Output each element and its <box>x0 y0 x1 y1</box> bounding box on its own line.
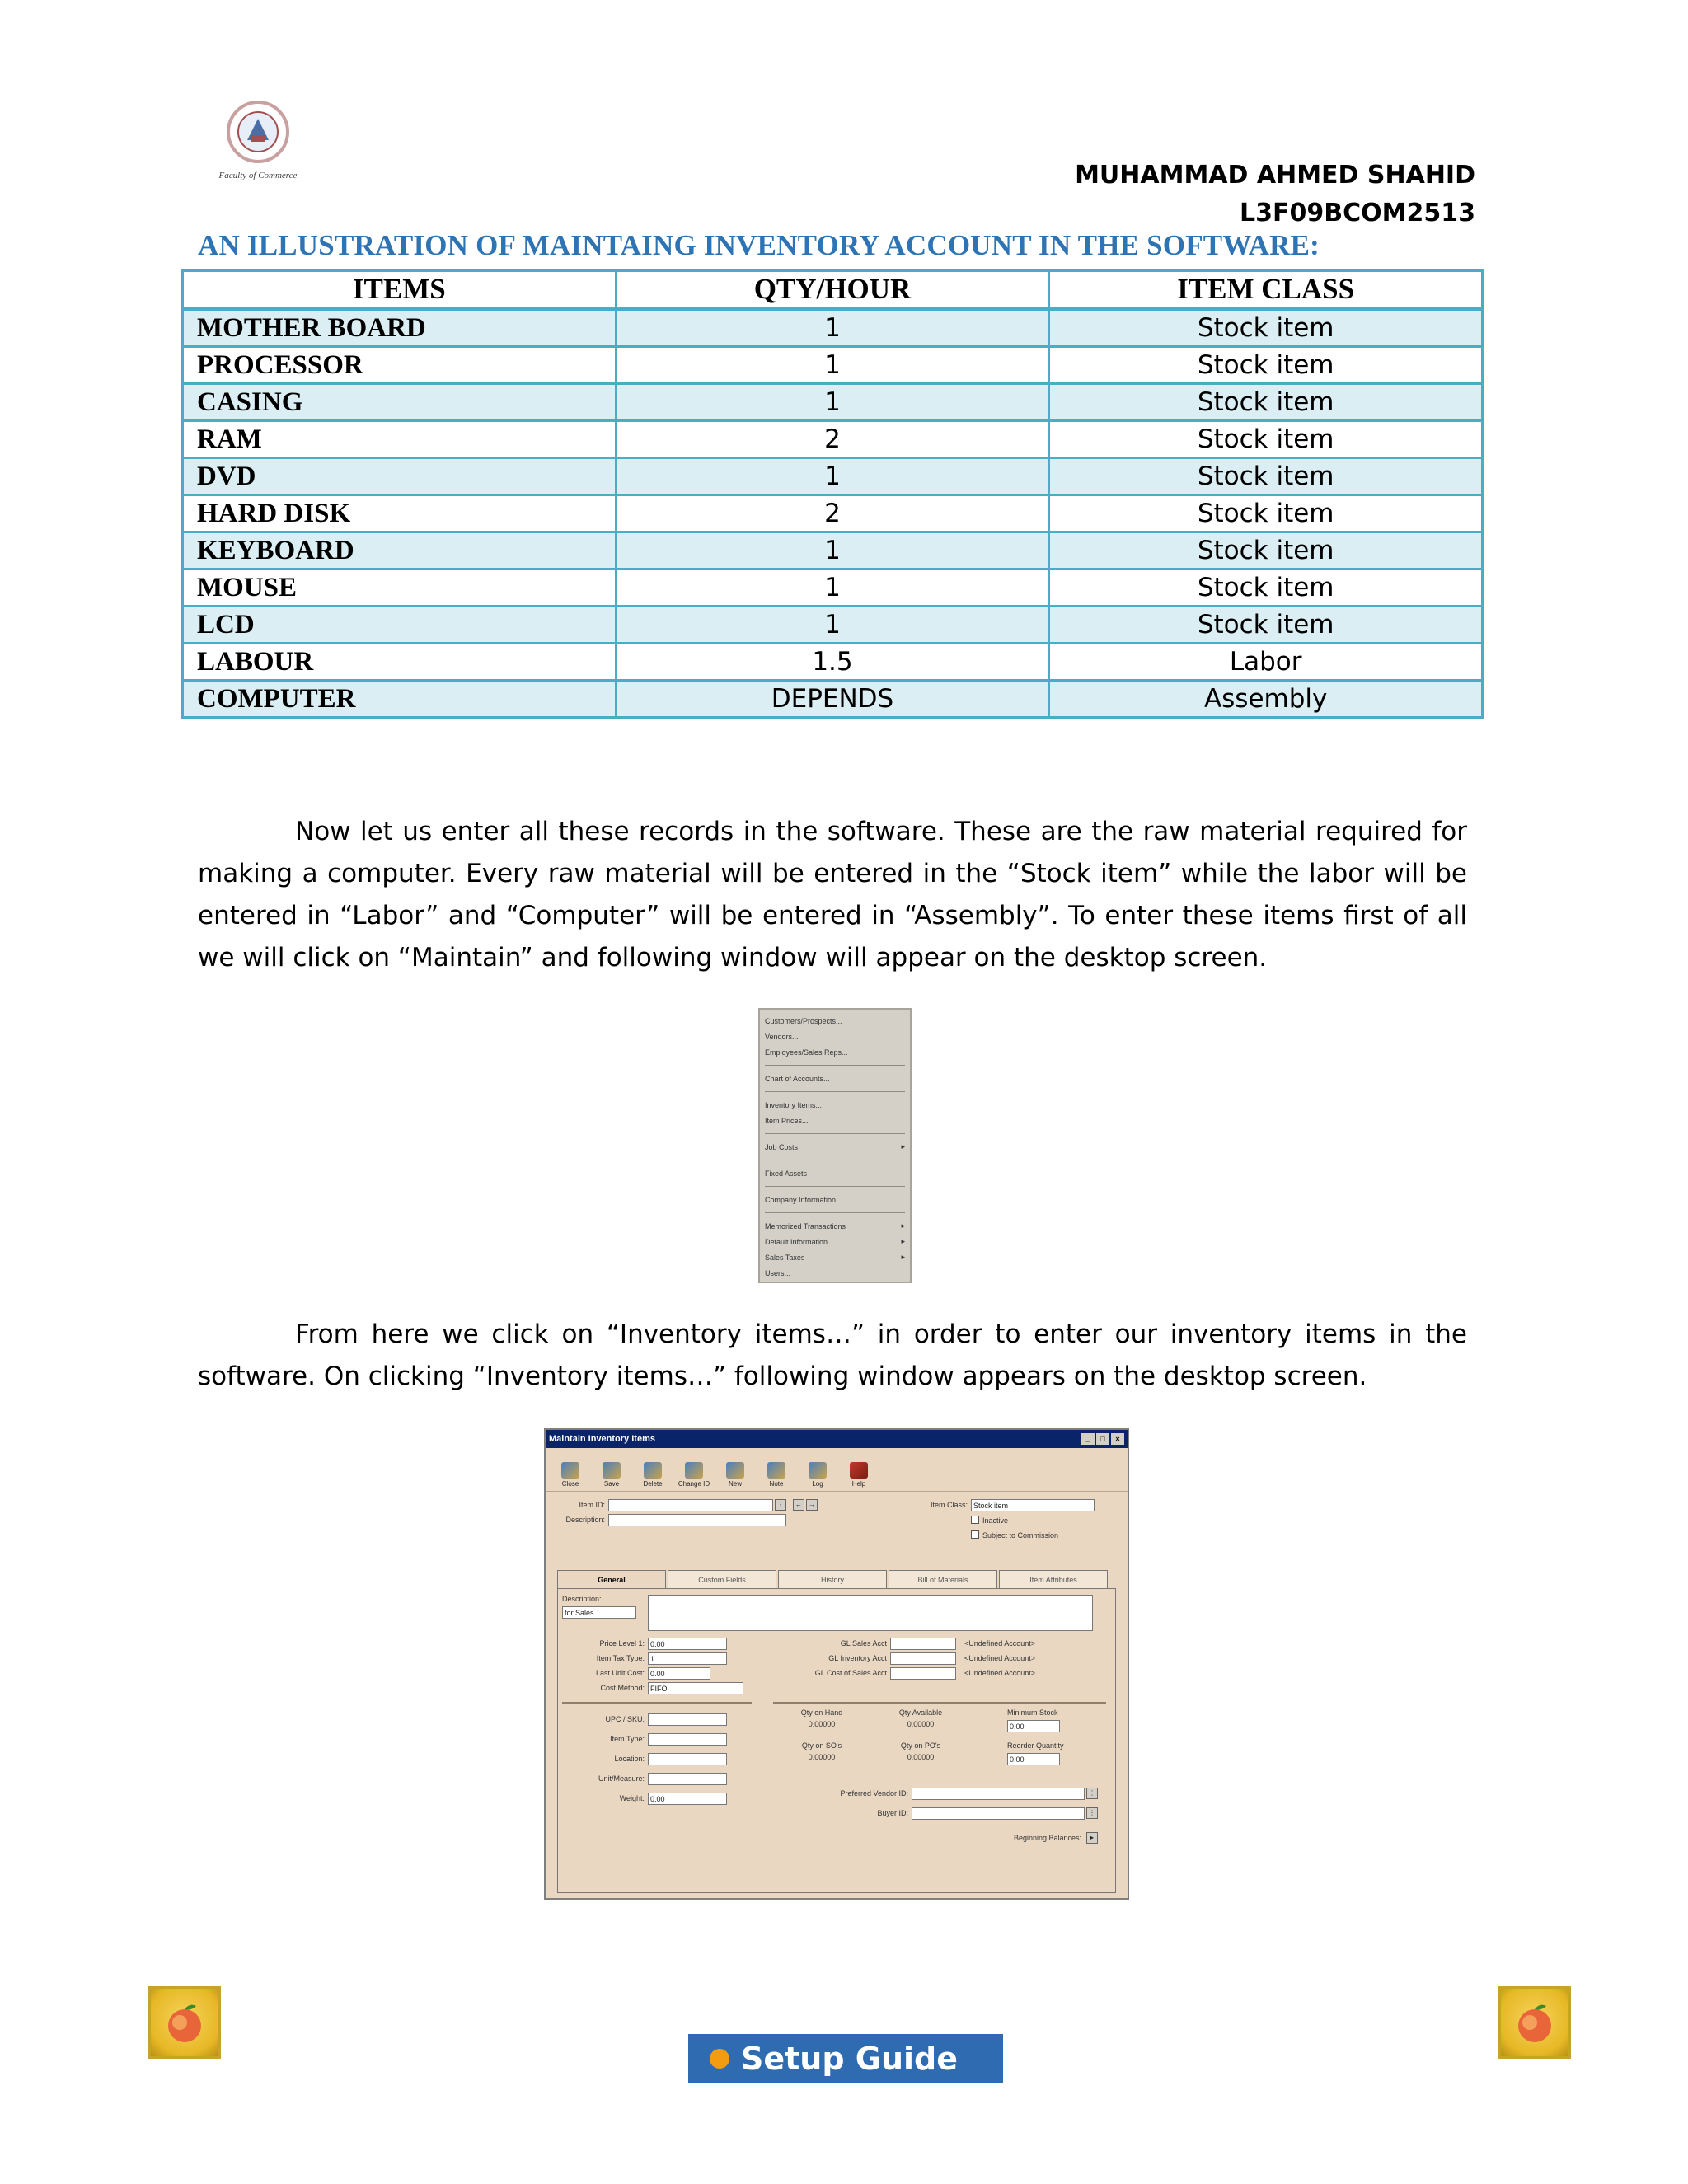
paragraph-intro: Now let us enter all these records in the software. These are the raw material required for making a computer. Every raw material will be entered in the “Stock item” while the labor will be entered in “Labor” and “Computer” will be entered in “Assembly”. To enter these items first of all we will click on “Maintain” and following window will appear on the desktop screen. <box>198 817 1467 972</box>
qty-available-label: Qty Available <box>898 1708 943 1717</box>
help-button: Help <box>842 1462 875 1488</box>
item-class: Stock item <box>1049 384 1483 421</box>
orange-dot-icon <box>710 2049 729 2069</box>
tax-type-field: 1 <box>648 1652 727 1665</box>
item-qty: 1 <box>616 384 1049 421</box>
gl-sales-undefined: <Undefined Account> <box>964 1639 1036 1647</box>
table-header-row <box>183 271 1483 309</box>
item-qty: 1 <box>616 532 1049 569</box>
upc-field <box>648 1713 727 1726</box>
author-block <box>1075 157 1475 232</box>
item-class: Stock item <box>1049 569 1483 607</box>
item-name: KEYBOARD <box>183 532 617 569</box>
next-record-icon: → <box>806 1499 818 1511</box>
item-qty: 1 <box>616 569 1049 607</box>
submenu-arrow-icon: ▸ <box>901 1221 905 1230</box>
beginning-balances-icon: ▸ <box>1086 1832 1098 1844</box>
university-seal-icon <box>196 92 320 190</box>
gl-cost-undefined: <Undefined Account> <box>964 1669 1036 1677</box>
upc-label: UPC / SKU: <box>605 1715 645 1723</box>
vendor-lookup-icon: ⋮ <box>1086 1788 1098 1799</box>
setup-guide-banner <box>688 2034 1003 2083</box>
log-icon <box>809 1462 827 1479</box>
min-stock-field: 0.00 <box>1007 1720 1060 1732</box>
close-button: Close <box>554 1462 587 1488</box>
table-row <box>183 644 1483 681</box>
unit-field <box>648 1773 727 1785</box>
menu-separator <box>765 1133 905 1134</box>
peach-fruit-icon <box>148 1986 221 2059</box>
sales-description-field <box>648 1595 1093 1631</box>
save-icon <box>603 1462 621 1479</box>
weight-field: 0.00 <box>648 1793 727 1805</box>
table-row <box>183 495 1483 532</box>
close-door-icon <box>561 1462 579 1479</box>
menu-item: Default Information ▸ <box>765 1237 905 1246</box>
gl-sales-field <box>890 1638 956 1650</box>
peach-fruit-icon <box>1498 1986 1571 2059</box>
item-name: LCD <box>183 607 617 644</box>
window-tabs <box>557 1570 1108 1589</box>
table-row <box>183 384 1483 421</box>
help-icon <box>850 1462 868 1479</box>
menu-item: Vendors... <box>765 1032 799 1041</box>
last-cost-field: 0.00 <box>648 1667 710 1680</box>
note-icon <box>767 1462 785 1479</box>
item-class: Stock item <box>1049 532 1483 569</box>
note-button: Note <box>760 1462 793 1488</box>
menu-item: Employees/Sales Reps... <box>765 1047 848 1057</box>
menu-item: Memorized Transactions ▸ <box>765 1221 905 1230</box>
item-class: Stock item <box>1049 347 1483 384</box>
setup-guide-label: Setup Guide <box>741 2041 959 2077</box>
item-name: CASING <box>183 384 617 421</box>
window-title: Maintain Inventory Items <box>549 1434 655 1444</box>
tab-bill-of-materials: Bill of Materials <box>889 1570 997 1589</box>
last-cost-label: Last Unit Cost: <box>595 1669 645 1677</box>
desc-label: Description: <box>562 1595 602 1603</box>
window-toolbar <box>546 1448 1128 1492</box>
tab-custom-fields: Custom Fields <box>668 1570 776 1589</box>
menu-item: Sales Taxes ▸ <box>765 1253 905 1262</box>
divider <box>562 1702 752 1704</box>
location-field <box>648 1753 727 1765</box>
maintain-menu-screenshot <box>758 1008 912 1283</box>
description-field <box>608 1514 786 1526</box>
item-class: Assembly <box>1049 681 1483 718</box>
delete-icon <box>644 1462 662 1479</box>
qty-po-value: 0.00000 <box>907 1753 935 1761</box>
item-id-field <box>608 1499 773 1511</box>
qty-available-value: 0.00000 <box>907 1720 935 1728</box>
cost-method-select: FIFO <box>648 1682 743 1694</box>
price-level-label: Price Level 1: <box>599 1639 645 1647</box>
header-items: ITEMS <box>183 271 617 309</box>
author-id: L3F09BCOM2513 <box>1240 199 1475 227</box>
item-type-field <box>648 1733 727 1746</box>
lookup-icon: ⋮ <box>775 1499 786 1511</box>
delete-button: Delete <box>636 1462 669 1488</box>
cost-method-label: Cost Method: <box>600 1684 645 1692</box>
gl-inventory-label: GL Inventory Acct <box>828 1654 887 1662</box>
paragraph-inventory: From here we click on “Inventory items…” in order to enter our inventory items in the software. On clicking “Inventory items…” following window appears on the desktop screen. <box>198 1319 1467 1391</box>
table-row <box>183 532 1483 569</box>
item-name: HARD DISK <box>183 495 617 532</box>
submenu-arrow-icon: ▸ <box>901 1142 905 1151</box>
item-name: LABOUR <box>183 644 617 681</box>
submenu-arrow-icon: ▸ <box>901 1253 905 1261</box>
table-row <box>183 681 1483 718</box>
item-class-label: Item Class: <box>930 1501 968 1509</box>
gl-cost-label: GL Cost of Sales Acct <box>814 1669 887 1677</box>
tab-item-attributes: Item Attributes <box>999 1570 1108 1589</box>
item-class: Labor <box>1049 644 1483 681</box>
buyer-field <box>912 1807 1085 1820</box>
log-button: Log <box>801 1462 834 1488</box>
vendor-label: Preferred Vendor ID: <box>840 1789 908 1797</box>
maximize-icon: □ <box>1096 1433 1109 1445</box>
table-row <box>183 458 1483 495</box>
prev-record-icon: ← <box>793 1499 804 1511</box>
item-name: PROCESSOR <box>183 347 617 384</box>
item-class: Stock item <box>1049 458 1483 495</box>
buyer-lookup-icon: ⋮ <box>1086 1807 1098 1819</box>
weight-label: Weight: <box>619 1794 645 1802</box>
price-level-field: 0.00 <box>648 1638 727 1650</box>
reorder-label: Reorder Quantity <box>1007 1741 1064 1750</box>
qty-so-label: Qty on SO's <box>801 1741 842 1750</box>
menu-separator <box>765 1065 905 1066</box>
new-icon <box>726 1462 744 1479</box>
item-class: Stock item <box>1049 309 1483 347</box>
item-class: Stock item <box>1049 607 1483 644</box>
change-id-icon <box>685 1462 703 1479</box>
menu-item: Users... <box>765 1268 791 1277</box>
svg-text:Faculty of Commerce: Faculty of Commerce <box>218 171 298 180</box>
qty-hand-label: Qty on Hand <box>800 1708 843 1717</box>
divider <box>773 1702 1106 1704</box>
item-name: RAM <box>183 421 617 458</box>
tab-general: General <box>557 1570 666 1589</box>
menu-item: Item Prices... <box>765 1116 809 1125</box>
table-row <box>183 309 1483 347</box>
item-qty: 1 <box>616 347 1049 384</box>
item-class: Stock item <box>1049 421 1483 458</box>
header-item-class: ITEM CLASS <box>1049 271 1483 309</box>
menu-item-inventory: Inventory Items... <box>765 1100 823 1109</box>
window-titlebar <box>546 1430 1128 1448</box>
item-name: MOUSE <box>183 569 617 607</box>
save-button: Save <box>595 1462 628 1488</box>
table-row <box>183 607 1483 644</box>
item-qty: 1 <box>616 309 1049 347</box>
menu-item: Chart of Accounts... <box>765 1074 830 1083</box>
close-icon: × <box>1111 1433 1124 1445</box>
desc-type-select: for Sales <box>562 1606 636 1619</box>
item-name: DVD <box>183 458 617 495</box>
location-label: Location: <box>614 1755 645 1763</box>
min-stock-label: Minimum Stock <box>1007 1708 1058 1717</box>
unit-label: Unit/Measure: <box>598 1774 645 1783</box>
qty-po-label: Qty on PO's <box>900 1741 941 1750</box>
item-class: Stock item <box>1049 495 1483 532</box>
item-name: COMPUTER <box>183 681 617 718</box>
qty-so-value: 0.00000 <box>808 1753 836 1761</box>
submenu-arrow-icon: ▸ <box>901 1237 905 1245</box>
author-name: MUHAMMAD AHMED SHAHID <box>1075 161 1475 190</box>
description-label: Description: <box>565 1516 605 1524</box>
minimize-icon: _ <box>1081 1433 1095 1445</box>
menu-separator <box>765 1212 905 1213</box>
reorder-field: 0.00 <box>1007 1753 1060 1765</box>
table-row <box>183 569 1483 607</box>
menu-item: Customers/Prospects... <box>765 1016 842 1025</box>
tax-type-label: Item Tax Type: <box>596 1654 645 1662</box>
item-qty: DEPENDS <box>616 681 1049 718</box>
item-qty: 1.5 <box>616 644 1049 681</box>
menu-item: Company Information... <box>765 1195 842 1204</box>
item-id-label: Item ID: <box>579 1501 605 1509</box>
menu-item: Job Costs ▸ <box>765 1142 905 1151</box>
buyer-label: Buyer ID: <box>877 1809 908 1817</box>
header-qty: QTY/HOUR <box>616 271 1049 309</box>
menu-separator <box>765 1186 905 1187</box>
university-seal-logo <box>196 92 320 190</box>
gl-inventory-field <box>890 1652 956 1665</box>
inventory-table <box>181 269 1484 719</box>
item-qty: 2 <box>616 421 1049 458</box>
new-button: New <box>719 1462 752 1488</box>
table-row <box>183 421 1483 458</box>
gl-cost-field <box>890 1667 956 1680</box>
commission-checkbox: Subject to Commission <box>971 1530 1058 1540</box>
page-title: AN ILLUSTRATION OF MAINTAING INVENTORY ACCOUNT IN THE SOFTWARE: <box>198 229 1320 261</box>
table-row <box>183 347 1483 384</box>
menu-item: Fixed Assets <box>765 1169 808 1178</box>
inactive-checkbox: Inactive <box>971 1516 1008 1525</box>
item-type-label: Item Type: <box>610 1735 645 1743</box>
item-class-select: Stock item <box>971 1499 1095 1511</box>
change-id-button: Change ID <box>678 1462 710 1488</box>
item-qty: 2 <box>616 495 1049 532</box>
item-name: MOTHER BOARD <box>183 309 617 347</box>
item-qty: 1 <box>616 607 1049 644</box>
item-qty: 1 <box>616 458 1049 495</box>
inventory-window-screenshot <box>544 1428 1129 1900</box>
beginning-balances-label: Beginning Balances: <box>1013 1834 1081 1842</box>
menu-separator <box>765 1091 905 1092</box>
gl-sales-label: GL Sales Acct <box>840 1639 887 1647</box>
tab-history: History <box>778 1570 887 1589</box>
vendor-field <box>912 1788 1085 1800</box>
qty-hand-value: 0.00000 <box>808 1720 836 1728</box>
gl-inventory-undefined: <Undefined Account> <box>964 1654 1036 1662</box>
